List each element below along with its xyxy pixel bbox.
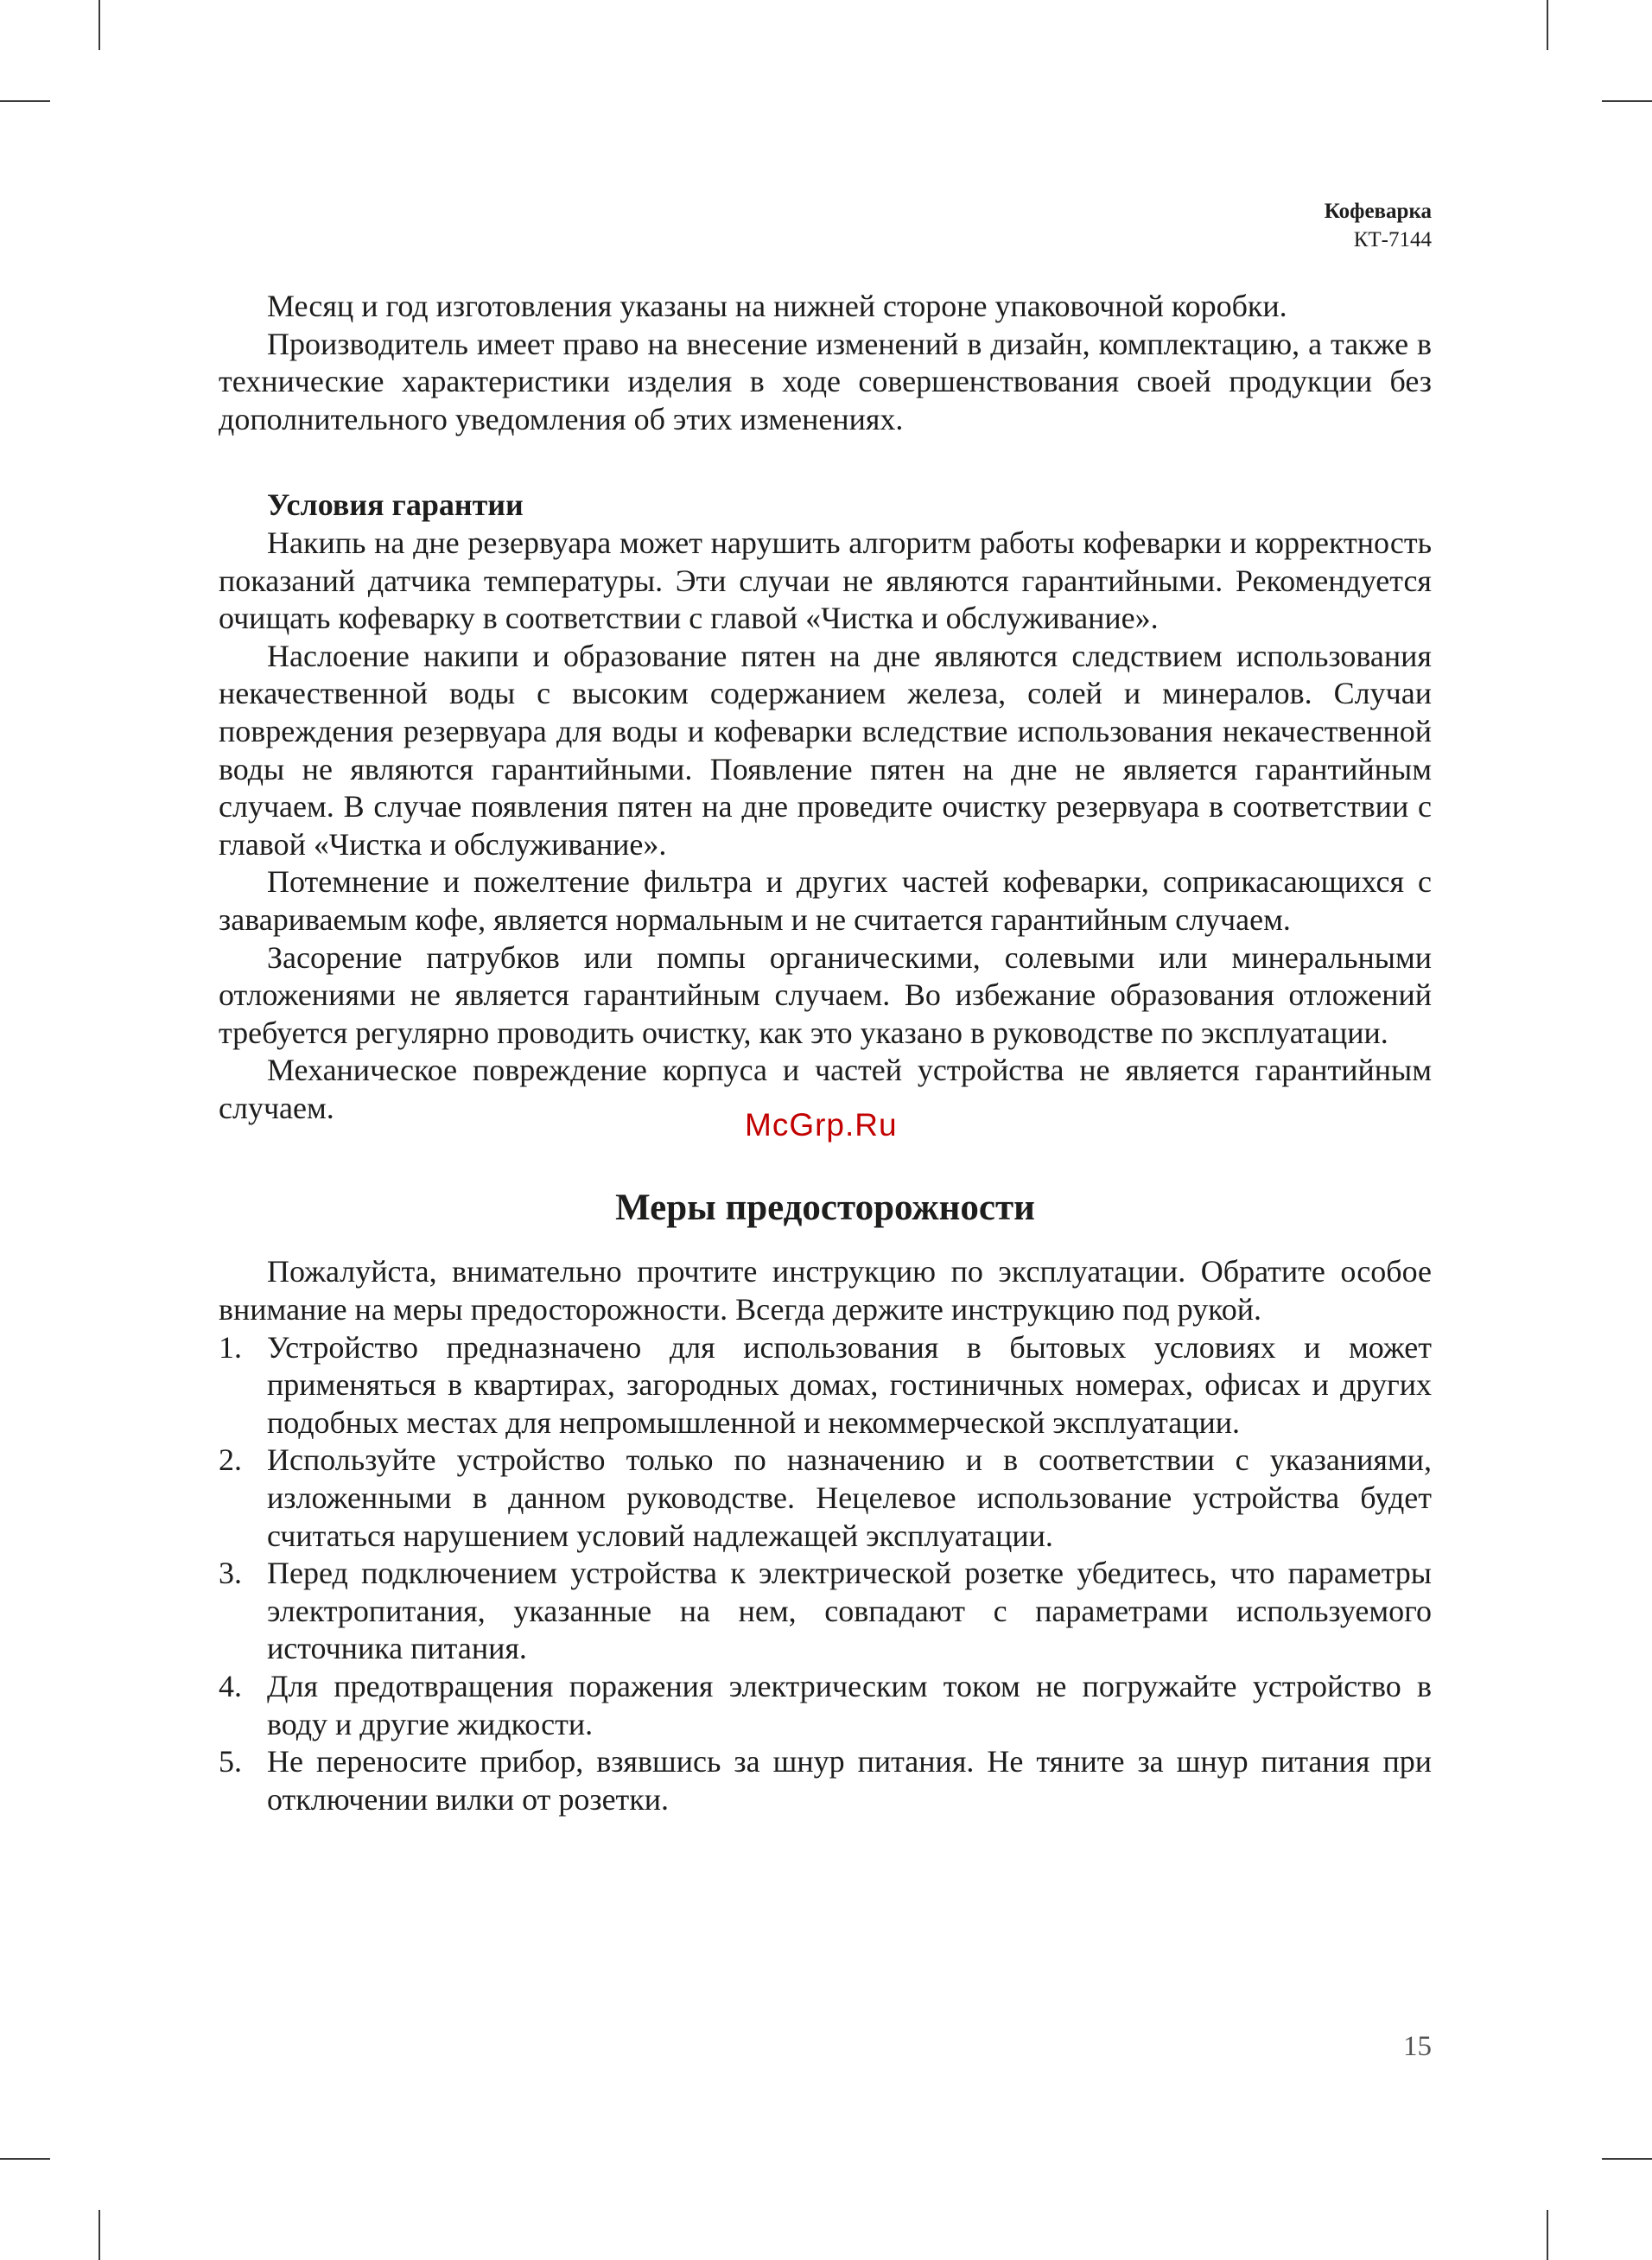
warranty-paragraph: Наслоение накипи и образование пятен на дне являются следствием использования некачественной воды с высоким содержанием железа, солей и минералов. Случаи повреждения резервуара для воды и кофеварки вследствие использования некачественной воды не являются гарантийными. Появление пятен на дне не является гарантийным случаем. В случае появления пятен на дне проведите очистку резервуара в соответствии с главой «Чистка и обслуживание». [219, 638, 1432, 862]
crop-mark [1602, 2158, 1652, 2160]
list-item-number: 3. [219, 1556, 242, 1591]
list-item-text: Используйте устройство только по назначению и в соответствии с указаниями, изложенными в данном руководстве. Нецелевое использование устройства будет считаться нарушением условий надлежащей эксплуатации. [267, 1442, 1432, 1553]
crop-mark [98, 2210, 100, 2260]
list-item [219, 1743, 1432, 1818]
list-item-text: Для предотвращения поражения электрическим током не погружайте устройство в воду и другие жидкости. [267, 1669, 1432, 1741]
list-item-text: Устройство предназначено для использования в бытовых условиях и может применяться в квартирах, загородных домах, гостиничных номерах, офисах и других подобных местах для непромышленной и некоммерческой эксплуатации. [267, 1329, 1432, 1440]
crop-mark [1602, 100, 1652, 102]
list-item [219, 1555, 1432, 1668]
crop-mark [0, 100, 50, 102]
list-item-number: 2. [219, 1442, 242, 1478]
warranty-paragraph: Механическое повреждение корпуса и частей устройства не является гарантийным случаем. [219, 1053, 1432, 1125]
warranty-heading: Условия гарантии [267, 487, 524, 523]
list-item-number: 5. [219, 1744, 242, 1779]
list-item-number: 4. [219, 1669, 242, 1703]
crop-mark [1547, 2210, 1548, 2260]
warranty-paragraph: Накипь на дне резервуара может нарушить алгоритм работы кофеварки и корректность показаний датчика температуры. Эти случаи не являются гарантийными. Рекомендуется очищать кофеварку в соответствии с главой «Чистка и обслуживание». [219, 525, 1432, 636]
list-item [219, 1329, 1432, 1442]
list-item [219, 1668, 1432, 1743]
precautions-list [219, 1329, 1432, 1819]
product-name: Кофеварка [1324, 200, 1432, 223]
page-content [219, 288, 1432, 1818]
running-header [1325, 197, 1432, 254]
watermark: McGrp.Ru [745, 1107, 898, 1143]
warranty-paragraph: Потемнение и пожелтение фильтра и других частей кофеварки, соприкасающихся с завариваемым кофе, является нормальным и не считается гарантийным случаем. [219, 864, 1432, 937]
list-item-text: Перед подключением устройства к электрической розетке убедитесь, что параметры электропитания, указанные на нем, совпадают с параметрами используемого источника питания. [267, 1556, 1432, 1666]
warranty-paragraph: Засорение патрубков или помпы органическими, солевыми или минеральными отложениями не является гарантийным случаем. Во избежание образования отложений требуется регулярно проводить очистку, как это указано в руководстве по эксплуатации. [219, 939, 1432, 1050]
section-title: Меры предосторожности [615, 1187, 1035, 1229]
list-item [219, 1442, 1432, 1555]
intro-paragraph: Производитель имеет право на внесение изменений в дизайн, комплектацию, а также в технические характеристики изделия в ходе совершенствования своей продукции без дополнительного уведомления об этих изменениях. [219, 326, 1432, 436]
precautions-intro: Пожалуйста, внимательно прочтите инструкцию по эксплуатации. Обратите особое внимание на меры предосторожности. Всегда держите инструкцию под рукой. [219, 1254, 1432, 1327]
crop-mark [98, 0, 100, 50]
product-model: КТ-7144 [1353, 228, 1432, 251]
crop-mark [1547, 0, 1548, 50]
intro-paragraph: Месяц и год изготовления указаны на нижней стороне упаковочной коробки. [267, 289, 1287, 323]
list-item-text: Не переносите прибор, взявшись за шнур питания. Не тяните за шнур питания при отключении вилки от розетки. [267, 1744, 1432, 1817]
crop-mark [0, 2158, 50, 2160]
list-item-number: 1. [219, 1329, 242, 1365]
page-number: 15 [1403, 2031, 1432, 2062]
